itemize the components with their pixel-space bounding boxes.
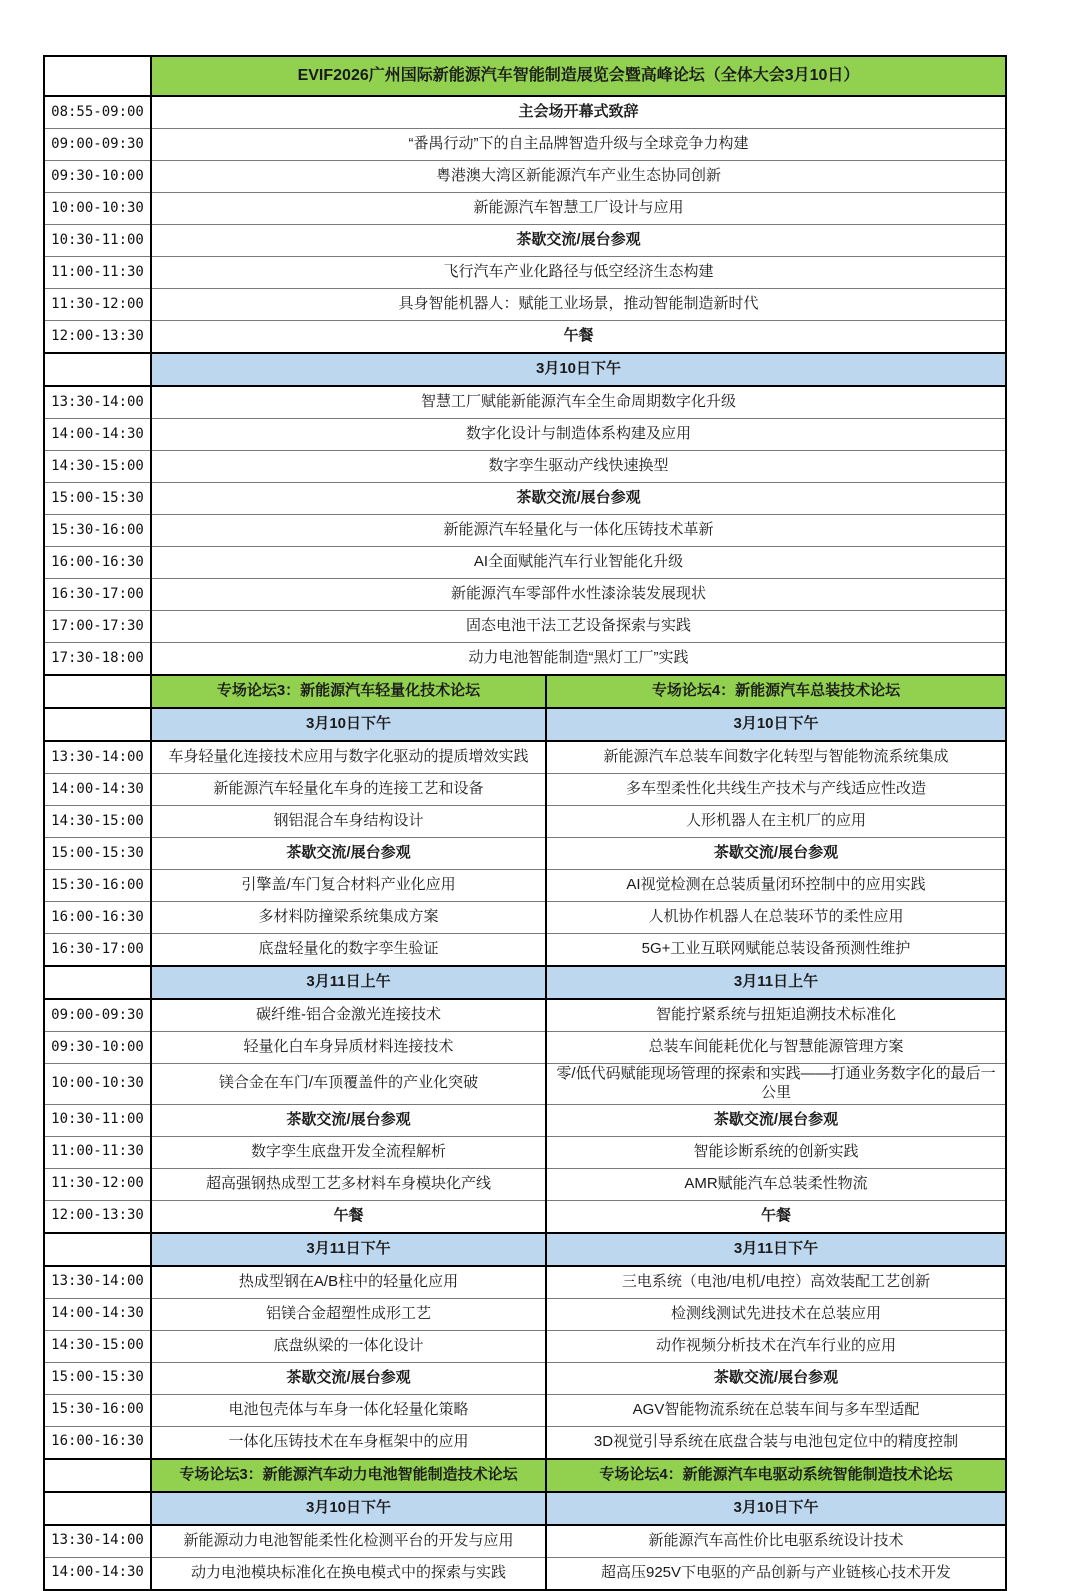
session-title: 碳纤维-铝合金激光连接技术 [151,999,546,1032]
break-row [44,483,1006,515]
session-row [44,257,1006,289]
session-row [44,902,1006,934]
time-cell: 10:30-11:00 [44,225,151,257]
session-title: 铝镁合金超塑性成形工艺 [151,1298,546,1330]
session-title: 人形机器人在主机厂的应用 [546,806,1006,838]
session-title: “番禺行动”下的自主品牌智造升级与全球竞争力构建 [151,129,1006,161]
session-row [44,934,1006,967]
session-title: 三电系统（电池/电机/电控）高效装配工艺创新 [546,1266,1006,1299]
session-title: 数字化设计与制造体系构建及应用 [151,419,1006,451]
session-title: 总装车间能耗优化与智慧能源管理方案 [546,1032,1006,1064]
session-date: 3月11日下午 [151,1233,546,1266]
session-title: 车身轻量化连接技术应用与数字化驱动的提质增效实践 [151,741,546,774]
session-row [44,1032,1006,1064]
session-row [44,1394,1006,1426]
time-cell [44,1233,151,1266]
session-row [44,451,1006,483]
time-cell [44,353,151,386]
time-cell: 15:00-15:30 [44,838,151,870]
session-title: 动力电池模块标准化在换电模式中的探索与实践 [151,1557,546,1590]
session-title: AMR赋能汽车总装柔性物流 [546,1168,1006,1200]
time-cell: 14:00-14:30 [44,1557,151,1590]
date-header-row [44,353,1006,386]
time-cell: 16:00-16:30 [44,547,151,579]
break-row [44,838,1006,870]
session-row [44,515,1006,547]
time-cell [44,966,151,999]
forum-title-row [44,675,1006,708]
time-cell: 14:00-14:30 [44,1298,151,1330]
time-cell: 13:30-14:00 [44,1525,151,1558]
break-label: 茶歇交流/展台参观 [151,483,1006,515]
session-row [44,579,1006,611]
session-title: 具身智能机器人：赋能工业场景，推动智能制造新时代 [151,289,1006,321]
session-title: 智慧工厂赋能新能源汽车全生命周期数字化升级 [151,386,1006,419]
date-header-row [44,1233,1006,1266]
time-cell: 15:30-16:00 [44,870,151,902]
break-row [44,225,1006,257]
session-row [44,1525,1006,1558]
session-title: 粤港澳大湾区新能源汽车产业生态协同创新 [151,161,1006,193]
break-row [44,1104,1006,1136]
session-title: 动作视频分析技术在汽车行业的应用 [546,1330,1006,1362]
session-row [44,129,1006,161]
session-title: 多材料防撞梁系统集成方案 [151,902,546,934]
session-title: 底盘轻量化的数字孪生验证 [151,934,546,967]
session-title: 动力电池智能制造“黑灯工厂”实践 [151,643,1006,676]
session-date: 3月11日下午 [546,1233,1006,1266]
conference-title: EVIF2026广州国际新能源汽车智能制造展览会暨高峰论坛（全体大会3月10日） [151,56,1006,96]
break-row [44,1200,1006,1233]
session-title: 新能源动力电池智能柔性化检测平台的开发与应用 [151,1525,546,1558]
session-title: 新能源汽车高性价比电驱系统设计技术 [546,1525,1006,1558]
time-cell [44,675,151,708]
session-date: 3月10日下午 [151,708,546,741]
forum-title: 专场论坛3：新能源汽车动力电池智能制造技术论坛 [151,1459,546,1492]
session-title: 新能源汽车轻量化与一体化压铸技术革新 [151,515,1006,547]
time-cell: 10:30-11:00 [44,1104,151,1136]
session-title: 新能源汽车零部件水性漆涂装发展现状 [151,579,1006,611]
session-title: 轻量化白车身异质材料连接技术 [151,1032,546,1064]
conference-schedule-table [43,55,1007,1591]
session-title: 电池包壳体与车身一体化轻量化策略 [151,1394,546,1426]
session-row [44,289,1006,321]
session-title: 一体化压铸技术在车身框架中的应用 [151,1426,546,1459]
break-label: 茶歇交流/展台参观 [151,838,546,870]
session-title: 智能诊断系统的创新实践 [546,1136,1006,1168]
time-cell: 13:30-14:00 [44,1266,151,1299]
session-title: 数字孪生驱动产线快速换型 [151,451,1006,483]
break-label: 茶歇交流/展台参观 [151,1362,546,1394]
conference-title-row [44,56,1006,96]
session-date: 3月10日下午 [151,1492,546,1525]
session-row [44,806,1006,838]
session-title: 固态电池干法工艺设备探索与实践 [151,611,1006,643]
break-label: 午餐 [151,1200,546,1233]
time-cell [44,1492,151,1525]
time-cell: 09:30-10:00 [44,1032,151,1064]
session-row [44,1266,1006,1299]
session-row [44,419,1006,451]
session-title: 人机协作机器人在总装环节的柔性应用 [546,902,1006,934]
time-cell: 15:00-15:30 [44,483,151,515]
time-cell: 08:55-09:00 [44,96,151,129]
time-cell: 10:00-10:30 [44,1064,151,1105]
date-header-row [44,1492,1006,1525]
session-row [44,1330,1006,1362]
session-row [44,547,1006,579]
break-row [44,96,1006,129]
time-cell: 09:00-09:30 [44,129,151,161]
session-date: 3月10日下午 [546,1492,1006,1525]
session-title: 底盘纵梁的一体化设计 [151,1330,546,1362]
session-row [44,193,1006,225]
session-row [44,611,1006,643]
session-title: 新能源汽车轻量化车身的连接工艺和设备 [151,774,546,806]
break-label: 茶歇交流/展台参观 [546,838,1006,870]
time-cell: 11:30-12:00 [44,1168,151,1200]
time-cell: 13:30-14:00 [44,386,151,419]
session-row [44,1426,1006,1459]
time-cell: 17:30-18:00 [44,643,151,676]
time-cell: 09:30-10:00 [44,161,151,193]
time-cell: 13:30-14:00 [44,741,151,774]
break-label: 茶歇交流/展台参观 [546,1104,1006,1136]
forum-title-row [44,1459,1006,1492]
session-title: 引擎盖/车门复合材料产业化应用 [151,870,546,902]
session-title: 热成型钢在A/B柱中的轻量化应用 [151,1266,546,1299]
break-row [44,321,1006,354]
time-cell: 16:30-17:00 [44,579,151,611]
date-header-row [44,708,1006,741]
time-cell: 15:30-16:00 [44,1394,151,1426]
schedule-table-body [44,56,1006,1590]
break-label: 茶歇交流/展台参观 [546,1362,1006,1394]
session-title: 数字孪生底盘开发全流程解析 [151,1136,546,1168]
time-cell: 15:00-15:30 [44,1362,151,1394]
break-label: 茶歇交流/展台参观 [151,225,1006,257]
session-title: 新能源汽车总装车间数字化转型与智能物流系统集成 [546,741,1006,774]
break-label: 茶歇交流/展台参观 [151,1104,546,1136]
session-row [44,643,1006,676]
time-cell: 11:30-12:00 [44,289,151,321]
forum-title: 专场论坛3：新能源汽车轻量化技术论坛 [151,675,546,708]
break-label: 午餐 [546,1200,1006,1233]
session-title: 钢铝混合车身结构设计 [151,806,546,838]
time-cell: 09:00-09:30 [44,999,151,1032]
break-label: 主会场开幕式致辞 [151,96,1006,129]
session-date: 3月11日上午 [546,966,1006,999]
session-title: 零/低代码赋能现场管理的探索和实践——打通业务数字化的最后一公里 [546,1064,1006,1105]
break-row [44,1362,1006,1394]
session-date: 3月11日上午 [151,966,546,999]
time-cell [44,1459,151,1492]
time-cell: 14:30-15:00 [44,451,151,483]
session-title: 超高压925V下电驱的产品创新与产业链核心技术开发 [546,1557,1006,1590]
session-title: AI全面赋能汽车行业智能化升级 [151,547,1006,579]
session-row [44,774,1006,806]
time-cell: 11:00-11:30 [44,1136,151,1168]
session-title: 飞行汽车产业化路径与低空经济生态构建 [151,257,1006,289]
time-cell: 17:00-17:30 [44,611,151,643]
session-row [44,1136,1006,1168]
time-cell: 15:30-16:00 [44,515,151,547]
session-date: 3月10日下午 [151,353,1006,386]
session-row [44,386,1006,419]
time-cell: 11:00-11:30 [44,257,151,289]
session-title: 3D视觉引导系统在底盘合装与电池包定位中的精度控制 [546,1426,1006,1459]
session-row [44,870,1006,902]
time-cell: 16:00-16:30 [44,1426,151,1459]
session-row [44,741,1006,774]
session-date: 3月10日下午 [546,708,1006,741]
forum-title: 专场论坛4：新能源汽车电驱动系统智能制造技术论坛 [546,1459,1006,1492]
time-cell: 14:30-15:00 [44,1330,151,1362]
session-row [44,1168,1006,1200]
session-row [44,1064,1006,1105]
time-cell: 12:00-13:30 [44,1200,151,1233]
session-row [44,1298,1006,1330]
session-row [44,999,1006,1032]
session-title: 镁合金在车门/车顶覆盖件的产业化突破 [151,1064,546,1105]
session-title: 检测线测试先进技术在总装应用 [546,1298,1006,1330]
session-row [44,161,1006,193]
time-cell: 16:00-16:30 [44,902,151,934]
time-cell [44,708,151,741]
break-label: 午餐 [151,321,1006,354]
date-header-row [44,966,1006,999]
time-cell: 16:30-17:00 [44,934,151,967]
time-cell: 14:00-14:30 [44,774,151,806]
session-title: 新能源汽车智慧工厂设计与应用 [151,193,1006,225]
session-title: 超高强钢热成型工艺多材料车身模块化产线 [151,1168,546,1200]
session-title: AI视觉检测在总装质量闭环控制中的应用实践 [546,870,1006,902]
time-cell: 14:30-15:00 [44,806,151,838]
session-title: 智能拧紧系统与扭矩追溯技术标准化 [546,999,1006,1032]
session-title: 多车型柔性化共线生产技术与产线适应性改造 [546,774,1006,806]
session-title: 5G+工业互联网赋能总装设备预测性维护 [546,934,1006,967]
time-cell: 12:00-13:30 [44,321,151,354]
time-cell [44,56,151,96]
time-cell: 10:00-10:30 [44,193,151,225]
session-row [44,1557,1006,1590]
forum-title: 专场论坛4：新能源汽车总装技术论坛 [546,675,1006,708]
session-title: AGV智能物流系统在总装车间与多车型适配 [546,1394,1006,1426]
time-cell: 14:00-14:30 [44,419,151,451]
